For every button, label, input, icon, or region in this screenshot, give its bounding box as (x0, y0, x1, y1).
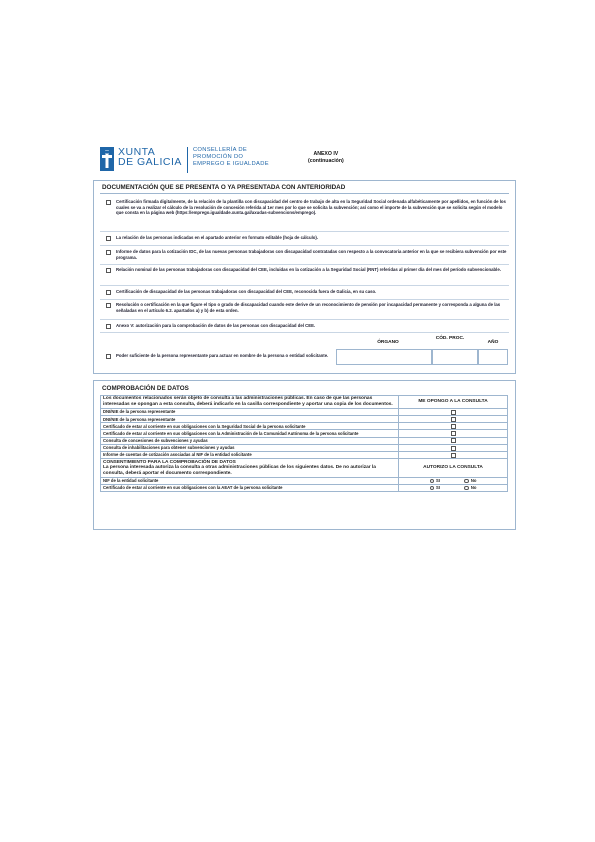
table-row (101, 459, 508, 478)
doc-item-label: Certificación de discapacidad de las personas trabajadoras con discapacidad del CEE, reconocida fuera de Galicia, en su caso. (116, 289, 377, 294)
table-row (101, 423, 508, 430)
divider (100, 285, 509, 286)
consent-item-label: NIF de la entidad solicitante (101, 477, 399, 484)
logo-divider (187, 147, 188, 173)
no-radio[interactable] (464, 486, 469, 491)
table-row (101, 416, 508, 423)
table-row (101, 452, 508, 459)
doc-item (106, 323, 508, 329)
oppose-checkbox[interactable] (451, 438, 456, 443)
consellaria-name: CONSELLERÍA DE PROMOCIÓN DO EMPREGO E IGUALDADE (192, 147, 269, 167)
consult-item-label: Consulta de concesiones de subvenciones y ayudas (101, 437, 399, 444)
table-row (101, 484, 508, 491)
no-label: No (470, 485, 477, 491)
consult-intro: Los documentos relacionados serán objeto de consulta a las administraciones públicas. En caso de que las personas interesadas se opongan a esta consulta, deberá indicarlo en la casilla correspondiente y aportar una copia de los documentos. (101, 396, 399, 409)
no-radio[interactable] (464, 479, 469, 484)
documentation-section (93, 180, 516, 374)
doc-checkbox[interactable] (106, 324, 111, 329)
ano-field[interactable] (478, 349, 508, 365)
consult-item-label: DNI/NIE de la persona representante (101, 416, 399, 423)
xunta-logo (100, 147, 269, 173)
divider (100, 231, 509, 232)
authorize-header: AUTORIZO LA CONSULTA (399, 459, 508, 478)
doc-item (106, 199, 508, 216)
doc-item (106, 302, 508, 313)
doc-item (106, 235, 508, 241)
divider (100, 245, 509, 246)
doc-item (106, 249, 508, 260)
oppose-checkbox[interactable] (451, 431, 456, 436)
doc-item-label: Certificación firmada digitalmente, de la relación de la plantilla con discapacidad del centro de trabajo de alta en la Seguridad Social ordenada alfabéticamente por apellidos, en función de los cuales se va a realizar el cálculo de la resolución de concesión referida al 1er mes por lo que se solicita la subvención; así como el importe de la subvención que se solicita según el modelo que consta en la página web (https://emprego.igualdade.xunta.gal/axudas-subvencions/emprego). (116, 199, 506, 216)
doc-checkbox[interactable] (106, 250, 111, 255)
doc-item-label: Resolución o certificación en la que figure el tipo o grado de discapacidad cuando este derive de un reconocimiento de pensión por incapacidad permanente y corresponda a alguna de las señaladas en el artículo 6.2. apartados a) y b) de esta orden. (116, 302, 501, 313)
doc-item (106, 289, 508, 295)
cod-proc-field[interactable] (432, 349, 478, 365)
doc-item-label: La relación de las personas indicadas en el apartado anterior en formato editable (hoja de cálculo). (116, 235, 319, 240)
doc-item-label: Anexo V: autorización para la comprobación de datos de las personas con discapacidad del CEE. (116, 323, 316, 328)
divider (100, 264, 509, 265)
consent-intro: La persona interesada autoriza la consulta a otras administraciones públicas de los siguientes datos. De no autorizar la consulta, deberá aportar el documento correspondiente. (103, 465, 376, 476)
organo-header: ÓRGANO (377, 340, 399, 345)
yes-radio[interactable] (430, 479, 435, 484)
table-row (101, 437, 508, 444)
doc-checkbox[interactable] (106, 268, 111, 273)
doc-checkbox[interactable] (106, 200, 111, 205)
consent-item-label: Certificado de estar al corriente en sus obligaciones con la AEAT de la persona solicitante (101, 484, 399, 491)
xunta-wordmark: XUNTA DE GALICIA (118, 146, 182, 168)
organo-field[interactable] (336, 349, 432, 365)
page-header (96, 143, 516, 181)
section-title: DOCUMENTACIÓN QUE SE PRESENTA O YA PRESENTADA CON ANTERIORIDAD (102, 184, 346, 191)
doc-item (106, 267, 508, 273)
doc-checkbox[interactable] (106, 303, 111, 308)
table-row (101, 430, 508, 437)
consult-table (100, 395, 508, 492)
yes-label: SI (436, 485, 441, 491)
oppose-checkbox[interactable] (451, 446, 456, 451)
consult-item-label: Certificado de estar al corriente en sus obligaciones con la Seguridad Social de la persona solicitante (101, 423, 399, 430)
doc-item-poder (106, 353, 346, 359)
doc-checkbox[interactable] (106, 290, 111, 295)
oppose-checkbox[interactable] (451, 424, 456, 429)
table-row (101, 477, 508, 484)
table-row (101, 444, 508, 451)
divider (100, 193, 509, 194)
yes-radio[interactable] (430, 486, 435, 491)
table-row (101, 408, 508, 415)
oppose-header: ME OPONGO A LA CONSULTA (399, 396, 508, 409)
data-verification-section (93, 380, 516, 530)
ano-header: AÑO (487, 340, 499, 345)
oppose-checkbox[interactable] (451, 417, 456, 422)
doc-checkbox[interactable] (106, 354, 111, 359)
consent-header-cell (101, 459, 399, 478)
divider (100, 319, 509, 320)
consult-item-label: Informe de cuentas de cotización asociadas al NIF de la entidad solicitante (101, 452, 399, 459)
consent-title: CONSENTIMIENTO PARA LA COMPROBACIÓN DE DATOS (103, 459, 236, 465)
divider (100, 299, 509, 300)
oppose-checkbox[interactable] (451, 410, 456, 415)
cod-proc-header: CÓD. PROC. (435, 336, 465, 341)
doc-checkbox[interactable] (106, 236, 111, 241)
section-title: COMPROBACIÓN DE DATOS (102, 385, 189, 392)
doc-item-label: Relación nominal de las personas trabajadoras con discapacidad del CEE, incluidas en la cotización a la Seguridad Social (RNT) referidas al primer día del mes del período subvencionable. (116, 267, 501, 272)
xunta-emblem-icon (100, 147, 114, 171)
doc-item-label: Informe de datos para la cotización IDC, de las nuevas personas trabajadoras con discapacidad contratadas con respecto a la convocatoria anterior en la que se recibiera subvención por este programa. (116, 249, 507, 260)
oppose-checkbox[interactable] (451, 453, 456, 458)
annex-title: ANEXO IV (continuación) (308, 151, 344, 164)
yes-label: SI (436, 478, 441, 484)
consult-item-label: DNI/NIE de la persona representante (101, 408, 399, 415)
table-row (101, 396, 508, 409)
divider (100, 332, 509, 333)
consult-item-label: Certificado de estar al corriente en sus obligaciones con la Administración de la Comunidad Autónoma de la persona solicitante (101, 430, 399, 437)
doc-item-label: Poder suficiente de la persona representante para actuar en nombre de la persona o entidad solicitante. (116, 353, 329, 358)
consult-item-label: Consulta de inhabilitaciones para obtener subvenciones y ayudas (101, 444, 399, 451)
no-label: No (470, 478, 477, 484)
